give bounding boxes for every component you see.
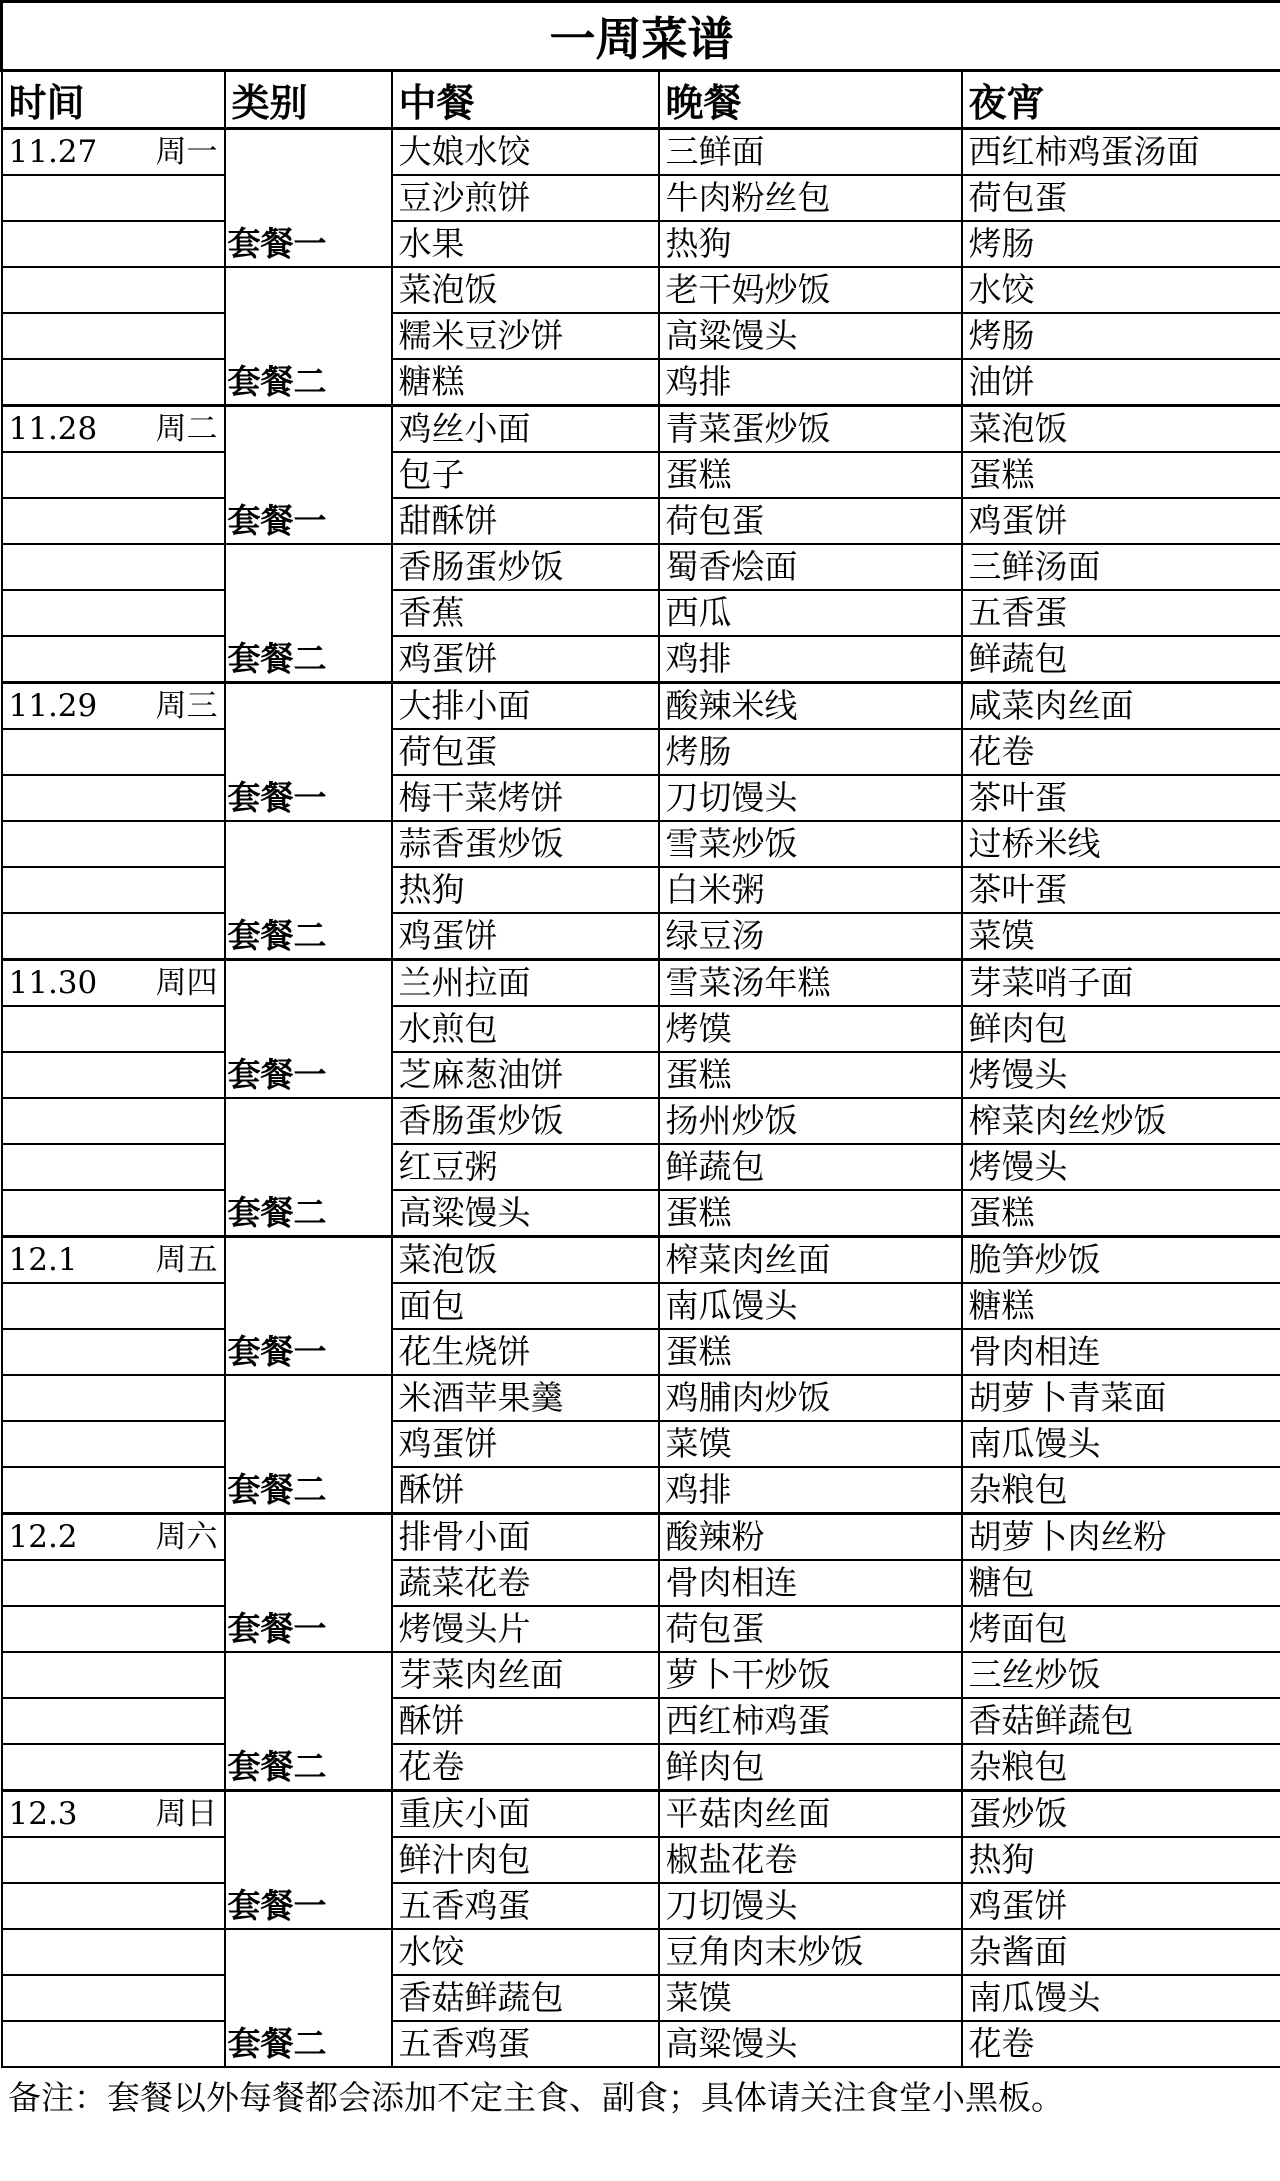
lunch-cell: 水煎包 [392, 1006, 659, 1052]
dinner-cell: 雪菜炒饭 [659, 821, 962, 867]
lunch-cell: 酥饼 [392, 1467, 659, 1514]
dinner-cell: 豆角肉末炒饭 [659, 1929, 962, 1975]
lunch-cell: 红豆粥 [392, 1144, 659, 1190]
late-night-cell: 烤馒头 [962, 1144, 1280, 1190]
table-row [2, 960, 1280, 1007]
lunch-cell: 热狗 [392, 867, 659, 913]
late-night-cell: 咸菜肉丝面 [962, 683, 1280, 730]
lunch-cell: 水饺 [392, 1929, 659, 1975]
set-label: 套餐一 [225, 1237, 392, 1376]
lunch-cell: 芝麻葱油饼 [392, 1052, 659, 1098]
header-lunch: 中餐 [392, 71, 659, 129]
table-row [2, 1514, 1280, 1561]
set-label: 套餐一 [225, 1791, 392, 1930]
date-cell [2, 129, 225, 176]
date-cell [2, 1744, 225, 1791]
table-row [2, 1606, 1280, 1652]
date-cell [2, 1698, 225, 1744]
late-night-cell: 菜馍 [962, 913, 1280, 960]
date-cell [2, 1237, 225, 1284]
dinner-cell: 高粱馒头 [659, 2021, 962, 2067]
dinner-cell: 刀切馒头 [659, 775, 962, 821]
table-row [2, 683, 1280, 730]
dinner-cell: 菜馍 [659, 1975, 962, 2021]
dinner-cell: 酸辣粉 [659, 1514, 962, 1561]
date: 12.3 [8, 1796, 78, 1832]
table-row [2, 498, 1280, 544]
lunch-cell: 香蕉 [392, 590, 659, 636]
dinner-cell: 扬州炒饭 [659, 1098, 962, 1144]
date: 11.28 [8, 411, 98, 447]
dinner-cell: 烤馍 [659, 1006, 962, 1052]
lunch-cell: 鸡丝小面 [392, 406, 659, 453]
date-cell [2, 498, 225, 544]
table-row [2, 406, 1280, 453]
late-night-cell: 烤肠 [962, 313, 1280, 359]
date-cell [2, 683, 225, 730]
dinner-cell: 热狗 [659, 221, 962, 267]
table-row [2, 1837, 1280, 1883]
lunch-cell: 五香鸡蛋 [392, 1883, 659, 1929]
late-night-cell: 杂粮包 [962, 1467, 1280, 1514]
header-time: 时间 [2, 71, 225, 129]
header-category: 类别 [225, 71, 392, 129]
date-cell [2, 221, 225, 267]
lunch-cell: 芽菜肉丝面 [392, 1652, 659, 1698]
date-cell [2, 1144, 225, 1190]
dinner-cell: 刀切馒头 [659, 1883, 962, 1929]
lunch-cell: 香肠蛋炒饭 [392, 1098, 659, 1144]
date-cell [2, 775, 225, 821]
late-night-cell: 脆笋炒饭 [962, 1237, 1280, 1284]
late-night-cell: 热狗 [962, 1837, 1280, 1883]
set-label: 套餐二 [225, 1098, 392, 1237]
late-night-cell: 胡萝卜青菜面 [962, 1375, 1280, 1421]
date: 11.27 [8, 134, 98, 170]
date-cell [2, 1329, 225, 1375]
date-cell [2, 359, 225, 406]
lunch-cell: 鲜汁肉包 [392, 1837, 659, 1883]
late-night-cell: 西红柿鸡蛋汤面 [962, 129, 1280, 176]
table-row [2, 1929, 1280, 1975]
table-row [2, 1190, 1280, 1237]
set-label: 套餐一 [225, 960, 392, 1099]
table-row [2, 1098, 1280, 1144]
table-row [2, 267, 1280, 313]
table-row [2, 1698, 1280, 1744]
late-night-cell: 榨菜肉丝炒饭 [962, 1098, 1280, 1144]
table-row [2, 913, 1280, 960]
date-cell [2, 729, 225, 775]
date-cell [2, 960, 225, 1007]
set-label: 套餐一 [225, 683, 392, 822]
weekday: 周五 [155, 1242, 218, 1278]
late-night-cell: 烤面包 [962, 1606, 1280, 1652]
lunch-cell: 高粱馒头 [392, 1190, 659, 1237]
date-cell [2, 636, 225, 683]
date: 12.1 [8, 1242, 78, 1278]
lunch-cell: 菜泡饭 [392, 1237, 659, 1284]
set-label: 套餐二 [225, 821, 392, 960]
late-night-cell: 水饺 [962, 267, 1280, 313]
set-label: 套餐二 [225, 1929, 392, 2067]
dinner-cell: 老干妈炒饭 [659, 267, 962, 313]
late-night-cell: 花卷 [962, 729, 1280, 775]
table-row [2, 590, 1280, 636]
date-cell [2, 1190, 225, 1237]
table-row [2, 1421, 1280, 1467]
date-cell [2, 821, 225, 867]
table-row [2, 452, 1280, 498]
table-row [2, 1283, 1280, 1329]
dinner-cell: 蛋糕 [659, 1329, 962, 1375]
lunch-cell: 酥饼 [392, 1698, 659, 1744]
table-row [2, 1744, 1280, 1791]
table-row [2, 1883, 1280, 1929]
dinner-cell: 萝卜干炒饭 [659, 1652, 962, 1698]
lunch-cell: 糖糕 [392, 359, 659, 406]
dinner-cell: 高粱馒头 [659, 313, 962, 359]
weekday: 周二 [155, 411, 218, 447]
date-cell [2, 1791, 225, 1838]
late-night-cell: 骨肉相连 [962, 1329, 1280, 1375]
lunch-cell: 菜泡饭 [392, 267, 659, 313]
dinner-cell: 鸡排 [659, 636, 962, 683]
date-cell [2, 1421, 225, 1467]
late-night-cell: 鲜蔬包 [962, 636, 1280, 683]
date-cell [2, 913, 225, 960]
dinner-cell: 菜馍 [659, 1421, 962, 1467]
table-row [2, 867, 1280, 913]
date-cell [2, 590, 225, 636]
late-night-cell: 蛋糕 [962, 452, 1280, 498]
date-cell [2, 1837, 225, 1883]
dinner-cell: 雪菜汤年糕 [659, 960, 962, 1007]
date-cell [2, 1375, 225, 1421]
set-label: 套餐二 [225, 1375, 392, 1514]
late-night-cell: 烤馒头 [962, 1052, 1280, 1098]
date-cell [2, 1467, 225, 1514]
late-night-cell: 油饼 [962, 359, 1280, 406]
header-late-night: 夜宵 [962, 71, 1280, 129]
date-cell [2, 1560, 225, 1606]
table-row [2, 1467, 1280, 1514]
lunch-cell: 大排小面 [392, 683, 659, 730]
weekday: 周日 [155, 1796, 218, 1832]
page-title: 一周菜谱 [2, 2, 1280, 71]
late-night-cell: 蛋糕 [962, 1190, 1280, 1237]
dinner-cell: 鸡排 [659, 1467, 962, 1514]
dinner-cell: 鲜肉包 [659, 1744, 962, 1791]
dinner-cell: 西红柿鸡蛋 [659, 1698, 962, 1744]
late-night-cell: 胡萝卜肉丝粉 [962, 1514, 1280, 1561]
late-night-cell: 杂粮包 [962, 1744, 1280, 1791]
dinner-cell: 鲜蔬包 [659, 1144, 962, 1190]
late-night-cell: 鸡蛋饼 [962, 498, 1280, 544]
set-label: 套餐一 [225, 406, 392, 545]
late-night-cell: 鲜肉包 [962, 1006, 1280, 1052]
dinner-cell: 牛肉粉丝包 [659, 175, 962, 221]
dinner-cell: 椒盐花卷 [659, 1837, 962, 1883]
dinner-cell: 蜀香烩面 [659, 544, 962, 590]
lunch-cell: 鸡蛋饼 [392, 636, 659, 683]
set-label: 套餐二 [225, 267, 392, 406]
date: 11.30 [8, 965, 98, 1001]
late-night-cell: 过桥米线 [962, 821, 1280, 867]
set-label: 套餐二 [225, 544, 392, 683]
lunch-cell: 米酒苹果羹 [392, 1375, 659, 1421]
date-cell [2, 544, 225, 590]
late-night-cell: 五香蛋 [962, 590, 1280, 636]
date: 11.29 [8, 688, 98, 724]
lunch-cell: 包子 [392, 452, 659, 498]
late-night-cell: 三鲜汤面 [962, 544, 1280, 590]
lunch-cell: 香肠蛋炒饭 [392, 544, 659, 590]
late-night-cell: 南瓜馒头 [962, 1421, 1280, 1467]
weekday: 周六 [155, 1519, 218, 1555]
date-cell [2, 452, 225, 498]
lunch-cell: 鸡蛋饼 [392, 913, 659, 960]
lunch-cell: 烤馒头片 [392, 1606, 659, 1652]
dinner-cell: 平菇肉丝面 [659, 1791, 962, 1838]
weekday: 周四 [155, 965, 218, 1001]
set-label: 套餐一 [225, 129, 392, 268]
dinner-cell: 鸡排 [659, 359, 962, 406]
table-row [2, 359, 1280, 406]
dinner-cell: 三鲜面 [659, 129, 962, 176]
date-cell [2, 1883, 225, 1929]
dinner-cell: 绿豆汤 [659, 913, 962, 960]
dinner-cell: 酸辣米线 [659, 683, 962, 730]
lunch-cell: 蒜香蛋炒饭 [392, 821, 659, 867]
lunch-cell: 水果 [392, 221, 659, 267]
late-night-cell: 茶叶蛋 [962, 775, 1280, 821]
table-row [2, 175, 1280, 221]
set-label: 套餐二 [225, 1652, 392, 1791]
late-night-cell: 花卷 [962, 2021, 1280, 2067]
date-cell [2, 1052, 225, 1098]
dinner-cell: 榨菜肉丝面 [659, 1237, 962, 1284]
table-row [2, 1052, 1280, 1098]
table-row [2, 544, 1280, 590]
table-row [2, 821, 1280, 867]
date-cell [2, 313, 225, 359]
lunch-cell: 兰州拉面 [392, 960, 659, 1007]
table-row [2, 1652, 1280, 1698]
table-row [2, 1975, 1280, 2021]
table-row [2, 729, 1280, 775]
late-night-cell: 荷包蛋 [962, 175, 1280, 221]
dinner-cell: 白米粥 [659, 867, 962, 913]
late-night-cell: 香菇鲜蔬包 [962, 1698, 1280, 1744]
weekday: 周一 [155, 134, 218, 170]
late-night-cell: 糖糕 [962, 1283, 1280, 1329]
date-cell [2, 1929, 225, 1975]
table-row [2, 1791, 1280, 1838]
table-row [2, 221, 1280, 267]
lunch-cell: 五香鸡蛋 [392, 2021, 659, 2067]
table-row [2, 775, 1280, 821]
date-cell [2, 1283, 225, 1329]
lunch-cell: 鸡蛋饼 [392, 1421, 659, 1467]
table-row [2, 1144, 1280, 1190]
lunch-cell: 糯米豆沙饼 [392, 313, 659, 359]
dinner-cell: 骨肉相连 [659, 1560, 962, 1606]
dinner-cell: 蛋糕 [659, 452, 962, 498]
table-row [2, 129, 1280, 176]
lunch-cell: 重庆小面 [392, 1791, 659, 1838]
late-night-cell: 茶叶蛋 [962, 867, 1280, 913]
date-cell [2, 1006, 225, 1052]
late-night-cell: 芽菜哨子面 [962, 960, 1280, 1007]
lunch-cell: 豆沙煎饼 [392, 175, 659, 221]
late-night-cell: 糖包 [962, 1560, 1280, 1606]
lunch-cell: 排骨小面 [392, 1514, 659, 1561]
late-night-cell: 烤肠 [962, 221, 1280, 267]
lunch-cell: 面包 [392, 1283, 659, 1329]
table-row [2, 1329, 1280, 1375]
late-night-cell: 南瓜馒头 [962, 1975, 1280, 2021]
dinner-cell: 荷包蛋 [659, 498, 962, 544]
table-row [2, 1375, 1280, 1421]
late-night-cell: 三丝炒饭 [962, 1652, 1280, 1698]
dinner-cell: 西瓜 [659, 590, 962, 636]
dinner-cell: 荷包蛋 [659, 1606, 962, 1652]
date-cell [2, 406, 225, 453]
header-dinner: 晚餐 [659, 71, 962, 129]
late-night-cell: 鸡蛋饼 [962, 1883, 1280, 1929]
lunch-cell: 梅干菜烤饼 [392, 775, 659, 821]
date: 12.2 [8, 1519, 78, 1555]
date-cell [2, 1975, 225, 2021]
date-cell [2, 1514, 225, 1561]
date-cell [2, 1606, 225, 1652]
date-cell [2, 1652, 225, 1698]
lunch-cell: 蔬菜花卷 [392, 1560, 659, 1606]
dinner-cell: 烤肠 [659, 729, 962, 775]
date-cell [2, 2021, 225, 2067]
date-cell [2, 867, 225, 913]
lunch-cell: 荷包蛋 [392, 729, 659, 775]
lunch-cell: 甜酥饼 [392, 498, 659, 544]
table-row [2, 1237, 1280, 1284]
table-row [2, 313, 1280, 359]
set-label: 套餐一 [225, 1514, 392, 1653]
date-cell [2, 1098, 225, 1144]
table-row [2, 2021, 1280, 2067]
lunch-cell: 花生烧饼 [392, 1329, 659, 1375]
date-cell [2, 175, 225, 221]
table-row [2, 1560, 1280, 1606]
weekday: 周三 [155, 688, 218, 724]
dinner-cell: 青菜蛋炒饭 [659, 406, 962, 453]
dinner-cell: 鸡脯肉炒饭 [659, 1375, 962, 1421]
lunch-cell: 花卷 [392, 1744, 659, 1791]
lunch-cell: 香菇鲜蔬包 [392, 1975, 659, 2021]
date-cell [2, 267, 225, 313]
table-row [2, 1006, 1280, 1052]
dinner-cell: 蛋糕 [659, 1190, 962, 1237]
late-night-cell: 杂酱面 [962, 1929, 1280, 1975]
lunch-cell: 大娘水饺 [392, 129, 659, 176]
late-night-cell: 蛋炒饭 [962, 1791, 1280, 1838]
dinner-cell: 蛋糕 [659, 1052, 962, 1098]
dinner-cell: 南瓜馒头 [659, 1283, 962, 1329]
table-row [2, 636, 1280, 683]
late-night-cell: 菜泡饭 [962, 406, 1280, 453]
footer-note: 备注：套餐以外每餐都会添加不定主食、副食；具体请关注食堂小黑板。 [8, 2078, 1064, 2117]
